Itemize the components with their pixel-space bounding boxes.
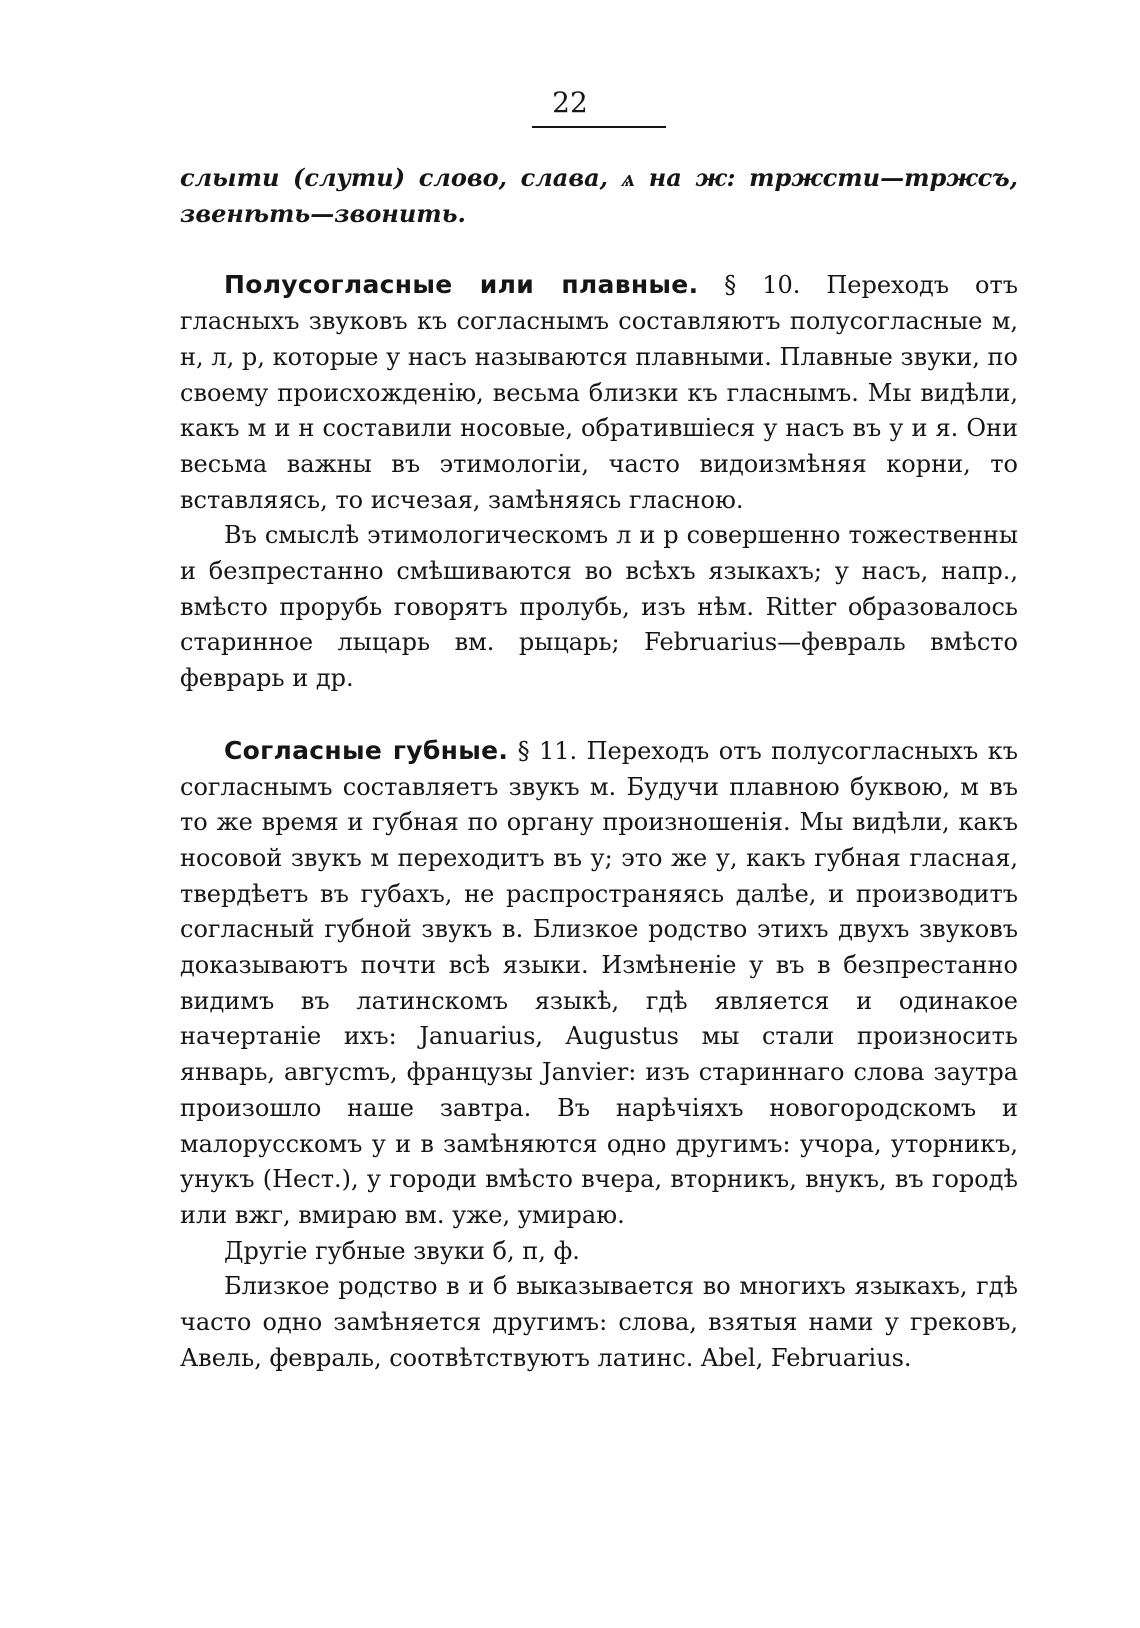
section-11-heading: Согласные губные.	[224, 735, 509, 765]
section-10-paragraph-1-text: § 10. Переходъ отъ гласныхъ звуковъ къ согласнымъ составляютъ полусогласные м, н, л, р, которые у насъ называются плавными. Плавные звуки, по своему происхожденію, весьма близки къ гласнымъ. Мы видѣли, какъ м и н составили носовые, обратившіеся у насъ въ у и я. Они весьма важны въ этимологіи, часто видоизмѣняя корни, то вставляясь, то исчезая, замѣняясь гласною.	[180, 271, 1018, 514]
section-11-paragraph-2: Другіе губные звуки б, п, ф.	[224, 1236, 580, 1265]
section-10-heading: Полусогласные или плавные.	[224, 270, 699, 300]
section-11-paragraph-1-text: § 11. Переходъ отъ полусогласныхъ къ согласнымъ составляетъ звукъ м. Будучи плавною буквою, м въ то же время и губная по органу произношенія. Мы видѣли, какъ носовой звукъ м переходитъ въ у; это же у, какъ губная гласная, твердѣетъ въ губахъ, не распространяясь далѣе, и производитъ согласный губной звукъ в. Близкое родство этихъ двухъ звуковъ доказываютъ почти всѣ языки. Измѣненіе у въ в безпрестанно видимъ въ латинскомъ языкѣ, гдѣ является и одинакое начертаніе ихъ: Januarius, Augustus мы стали произносить январь, авгусmъ, французы Janvier: изъ стариннаго слова заутра произошло наше завтра. Въ нарѣчіяхъ новогородскомъ и малорусскомъ у и в замѣняются одно другимъ: учора, уторникъ, унукъ (Нест.), у городи вмѣсто вчера, вторникъ, внукъ, въ городѣ или вжг, вмираю вм. уже, умираю.	[180, 736, 1018, 1229]
section-10-paragraph-2: Въ смыслѣ этимологическомъ л и р совершенно тожественны и безпрестанно смѣшиваются во всѣхъ языкахъ; у насъ, напр., вмѣсто прорубь говорятъ пролубь, изъ нѣм. Ritter образовалось старинное лыцарь вм. рыцарь; Februarius—февраль вмѣсто феврарь и др.	[180, 521, 1018, 693]
page-number-rule	[532, 126, 666, 128]
section-11-paragraph-1	[180, 733, 1018, 1234]
page-number: 22	[552, 86, 588, 119]
page-body	[180, 160, 1018, 1377]
section-10-paragraph-1	[180, 267, 1018, 518]
continuation-paragraph: слыти (слути) слово, слава, ѧ на ж: тржсти—тржсъ, звенѣть—звонить.	[180, 163, 1018, 228]
section-11-paragraph-3: Близкое родство в и б выказывается во многихъ языкахъ, гдѣ часто одно замѣняется другимъ: слова, взятыя нами у грековъ, Авель, февраль, соотвѣтствуютъ латинс. Abel, Februarius.	[180, 1272, 1018, 1372]
